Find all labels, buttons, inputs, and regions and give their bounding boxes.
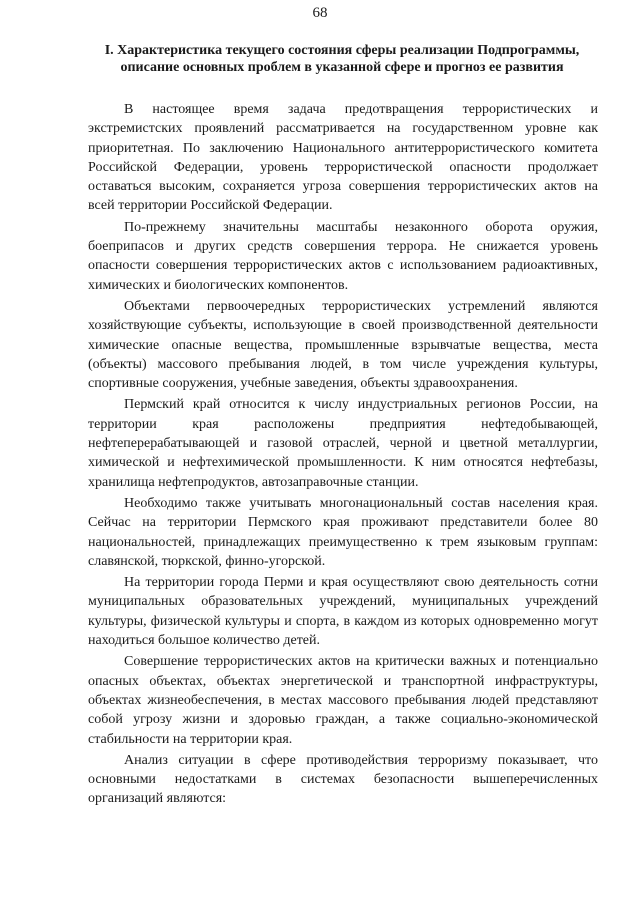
- paragraph-7: Совершение террористических актов на критически важных и потенциально опасных объектах, объектах энергетической и транспортной инфраструктуры, объектах жизнеобеспечения, в местах массового пребывания людей представляют собой угрозу жизни и здоровью граждан, а также социально-экономической стабильности на территории края.: [88, 654, 598, 747]
- paragraph-4: Пермский край относится к числу индустриальных регионов России, на территории края расположены предприятия нефтедобывающей, нефтеперерабатывающей и газовой отраслей, черной и цветной металлургии, химической и нефтехимической промышленности. К ним относятся нефтебазы, хранилища нефтепродуктов, автозаправочные станции.: [88, 397, 598, 490]
- paragraph-5: Необходимо также учитывать многонациональный состав населения края. Сейчас на территории Пермского края проживают представители более 80 национальностей, принадлежащих преимущественно к трем языковым группам: славянской, тюркской, финно-угорской.: [88, 495, 598, 569]
- paragraph-2: По-прежнему значительны масштабы незаконного оборота оружия, боеприпасов и других средств совершения террора. Не снижается уровень опасности совершения террористических актов с использованием радиоактивных, химических и биологических компонентов.: [88, 219, 598, 293]
- paragraph-8: Анализ ситуации в сфере противодействия терроризму показывает, что основными недостатками в системах безопасности вышеперечисленных организаций являются:: [88, 752, 598, 807]
- paragraph-6: На территории города Перми и края осуществляют свою деятельность сотни муниципальных образовательных учреждений, муниципальных учреждений культуры, физической культуры и спорта, в каждом из которых одновременно могут находиться большое количество детей.: [88, 575, 598, 649]
- paragraph-3: Объектами первоочередных террористических устремлений являются хозяйствующие субъекты, использующие в своей производственной деятельности химические опасные вещества, промышленные взрывчатые вещества, места (объекты) массового пребывания людей, в том числе учреждения культуры, спортивные сооружения, учебные заведения, объекты здравоохранения.: [88, 298, 598, 392]
- body-text: [88, 100, 598, 811]
- page-number: 68: [312, 5, 328, 21]
- paragraph-1: В настоящее время задача предотвращения террористических и экстремистских проявлений рассматривается на государственном уровне как приоритетная. По заключению Национального антитеррористического комитета Российской Федерации, уровень террористической опасности продолжает оставаться высоким, сохраняется угроза совершения террористических актов на всей территории Российской Федерации.: [88, 102, 598, 214]
- section-title: I. Характеристика текущего состояния сферы реализации Подпрограммы, описание основных проблем в указанной сфере и прогноз ее развития: [104, 43, 580, 75]
